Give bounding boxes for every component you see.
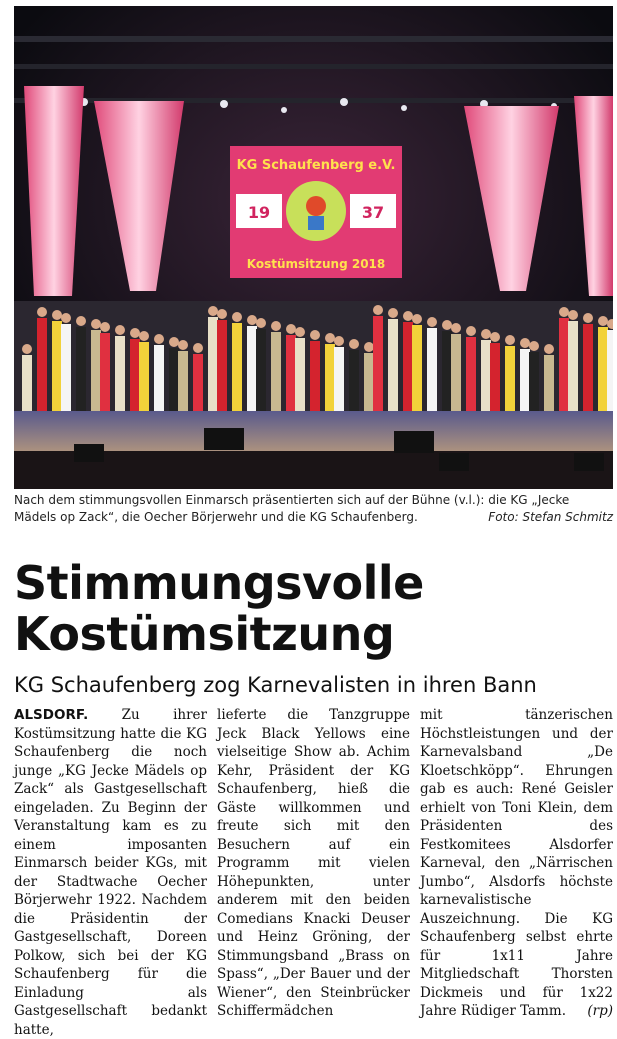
stage-photo <box>14 6 613 489</box>
performer-figure <box>286 335 296 411</box>
performer-figure <box>256 329 266 411</box>
performer-figure <box>520 349 530 411</box>
column-3-text: mit tänzerischen Höchstleistungen und der Karnevalsband „De Kloetschköpp“. Ehrungen gab es auch: René Geisler erhielt von Toni Klein, dem Präsidenten des Festkomitees Alsdorfer Karneval, den „Närrischen Jumbo“, Alsdorfs höchste karnevalistische Auszeichnung. Die KG Schaufenberg selbst ehrte für 1x11 Jahre Mitgliedschaft Thorsten Dickmeis und für 1x22 Jahre Rüdiger Tamm. <box>420 707 613 1019</box>
performer-figure <box>559 318 569 411</box>
performer-figure <box>115 336 125 411</box>
performer-head <box>100 322 110 332</box>
performer-head <box>583 313 593 323</box>
performer-head <box>37 307 47 317</box>
performer-head <box>412 314 422 324</box>
column-1-text: Zu ihrer Kostümsitzung hatte die KG Schaufenberg die noch junge „KG Jecke Mädels op Zack“ als Gastgesellschaft eingeladen. Zu Beginn der Veranstaltung kam es zu einem imposanten Einmarsch beider KGs, mit der Stadtwache Oecher Börjerwehr 1922. Nachdem die Präsidentin der Gastgesellschaft, Doreen Polkow, sich bei der KG Schaufenberg für die Einladung als Gastgesellschaft bedankt hatte, <box>14 707 208 1038</box>
performer-figure <box>154 345 164 411</box>
headline <box>14 558 613 660</box>
performer-head <box>481 329 491 339</box>
performer-figure <box>37 318 47 411</box>
article-body <box>14 706 613 1038</box>
performer-figure <box>91 330 101 411</box>
performer-head <box>310 330 320 340</box>
performer-figure <box>193 354 203 411</box>
performer-figure <box>217 320 227 411</box>
performer-figure <box>490 343 500 411</box>
performer-head <box>22 344 32 354</box>
performer-head <box>76 316 86 326</box>
headline-line-1: Stimmungsvolle <box>14 556 424 610</box>
performer-head <box>286 324 296 334</box>
performer-figure <box>529 352 539 411</box>
performer-figure <box>427 328 437 411</box>
performer-figure <box>388 319 398 411</box>
performer-figure <box>295 338 305 411</box>
performer-figure <box>481 340 491 411</box>
performer-head <box>559 307 569 317</box>
performer-head <box>325 333 335 343</box>
performer-figure <box>583 324 593 411</box>
performer-head <box>373 305 383 315</box>
photo-credit: Foto: Stefan Schmitz <box>488 510 613 524</box>
headline-line-2: Kostümsitzung <box>14 607 395 661</box>
performer-figure <box>349 350 359 411</box>
performer-head <box>208 306 218 316</box>
performer-head <box>232 312 242 322</box>
performer-head <box>490 332 500 342</box>
performer-head <box>466 326 476 336</box>
performer-head <box>61 313 71 323</box>
performer-head <box>247 315 257 325</box>
performer-figure <box>505 346 515 411</box>
article-column-2 <box>217 706 410 1019</box>
performer-head <box>334 336 344 346</box>
column-2-text: lieferte die Tanzgruppe Jeck Black Yellows eine vielseitige Show ab. Achim Kehr, Präsident der KG Schaufenberg, hieß die Gäste willkommen und freute sich mit den Besuchern auf ein Programm mit vielen Höhepunkten, unter anderem mit den beiden Comedians Knacki Deuser und Heinz Gröning, der Stimmungsband „Brass on Spass“, „Der Bauer und der Wiener“, den Steinbrücker Schiffermädchen <box>217 707 410 1019</box>
performer-head <box>568 310 578 320</box>
performer-figure <box>169 348 179 411</box>
performer-figure <box>208 317 218 411</box>
performer-figure <box>271 332 281 411</box>
performer-figure <box>364 353 374 411</box>
performer-figure <box>22 355 32 411</box>
performer-figure <box>325 344 335 411</box>
performer-head <box>598 316 608 326</box>
performer-figure <box>247 326 257 411</box>
performer-figure <box>451 334 461 411</box>
performer-head <box>154 334 164 344</box>
performer-head <box>295 327 305 337</box>
performer-head <box>529 341 539 351</box>
dateline: ALSDORF. <box>14 707 89 723</box>
performer-head <box>442 320 452 330</box>
performer-head <box>520 338 530 348</box>
article-column-3 <box>420 706 613 1019</box>
performer-head <box>349 339 359 349</box>
performer-head <box>169 337 179 347</box>
performer-head <box>451 323 461 333</box>
author-signature: (rp) <box>587 1003 613 1019</box>
performer-figure <box>52 321 62 411</box>
performer-head <box>52 310 62 320</box>
photo-caption <box>14 492 613 526</box>
performer-head <box>178 340 188 350</box>
performer-head <box>271 321 281 331</box>
subheadline: KG Schaufenberg zog Karnevalisten in ihren Bann <box>14 673 537 697</box>
performer-head <box>139 331 149 341</box>
performer-head <box>505 335 515 345</box>
performer-figure <box>178 351 188 411</box>
performer-figure <box>310 341 320 411</box>
performer-figure <box>100 333 110 411</box>
performer-head <box>193 343 203 353</box>
performer-figure <box>139 342 149 411</box>
performer-head <box>427 317 437 327</box>
performer-figure <box>544 355 554 411</box>
performer-head <box>91 319 101 329</box>
performer-figure <box>466 337 476 411</box>
performer-head <box>130 328 140 338</box>
performer-head <box>115 325 125 335</box>
performer-figure <box>130 339 140 411</box>
performer-figure <box>232 323 242 411</box>
performer-figure <box>61 324 71 411</box>
performer-figure <box>412 325 422 411</box>
performer-figure <box>334 347 344 411</box>
performer-figure <box>373 316 383 411</box>
performer-head <box>544 344 554 354</box>
performer-head <box>364 342 374 352</box>
performer-figure <box>598 327 608 411</box>
performer-head <box>256 318 266 328</box>
performer-head <box>403 311 413 321</box>
performer-figure <box>607 330 613 411</box>
banner-year-left: 19 <box>247 203 271 222</box>
banner-title: KG Schaufenberg e.V. <box>236 158 396 173</box>
article-column-1 <box>14 706 208 1038</box>
performer-head <box>388 308 398 318</box>
banner-event-label: Kostümsitzung 2018 <box>246 257 386 271</box>
performer-figure <box>568 321 578 411</box>
stage-scene-illustration <box>14 6 613 489</box>
performer-head <box>217 309 227 319</box>
performer-figure <box>442 331 452 411</box>
banner-year-right: 37 <box>361 203 385 222</box>
performer-figure <box>76 327 86 411</box>
caption-text: Nach dem stimmungsvollen Einmarsch präsentierten sich auf der Bühne (v.l.): die KG „Jecke Mädels op Zack“, die Oecher Börjerwehr und die KG Schaufenberg. <box>14 493 570 524</box>
performer-figure <box>403 322 413 411</box>
